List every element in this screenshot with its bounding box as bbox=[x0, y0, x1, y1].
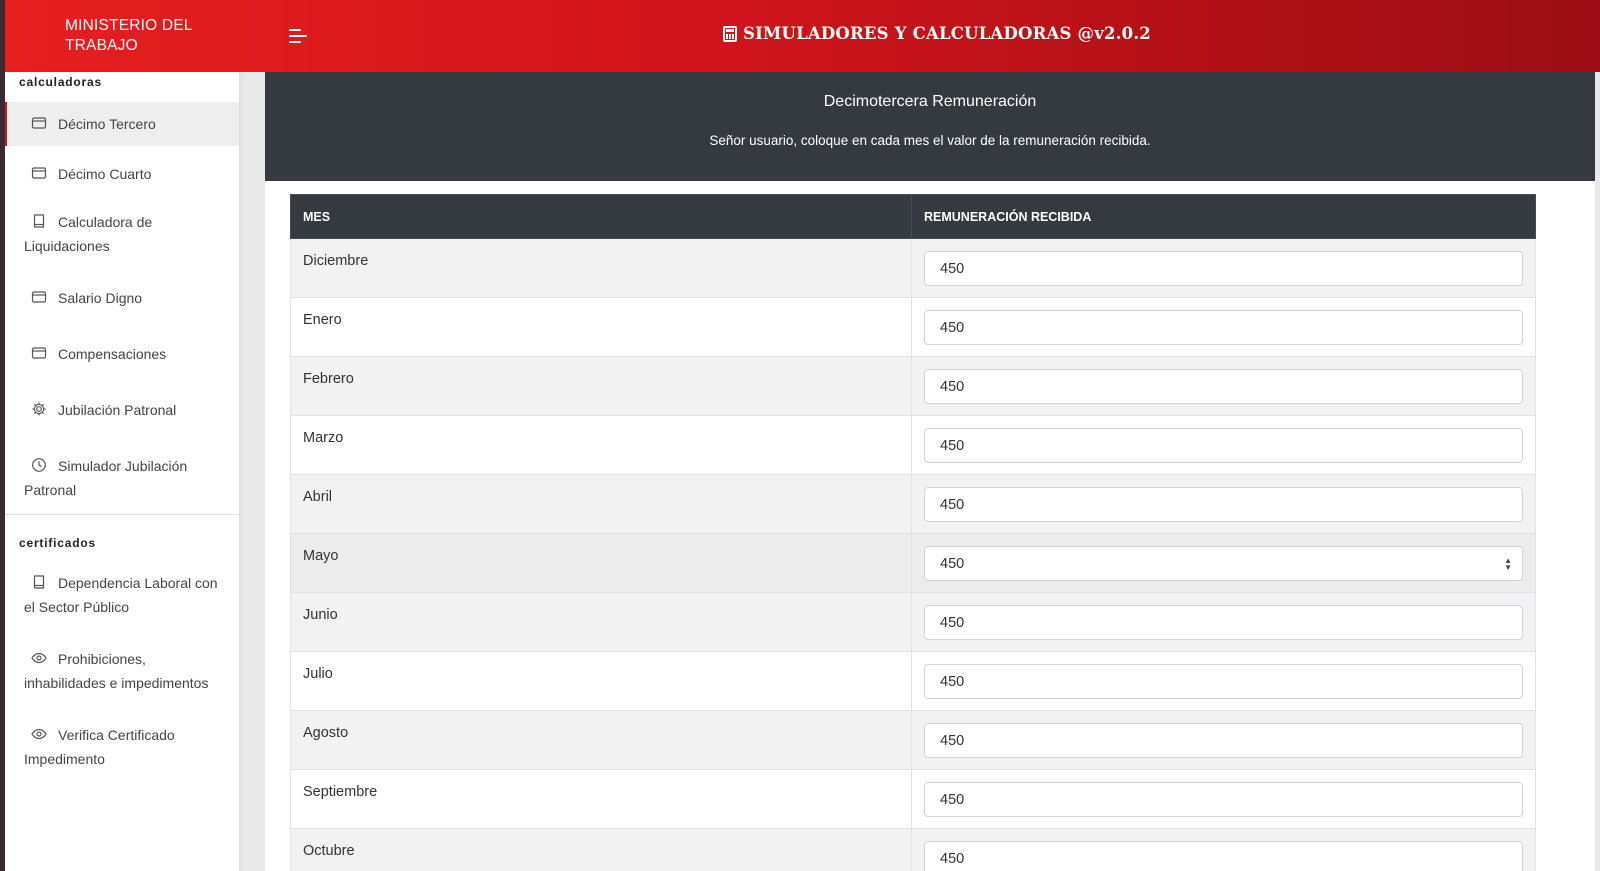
table-row bbox=[291, 593, 1536, 652]
month-cell: Febrero bbox=[291, 357, 912, 416]
input-value: 450 bbox=[940, 437, 965, 454]
table-row bbox=[291, 239, 1536, 298]
remuneration-input-mayo[interactable] bbox=[924, 546, 1523, 581]
value-cell bbox=[912, 770, 1536, 829]
table-row bbox=[291, 652, 1536, 711]
column-header-remuneracion: REMUNERACIÓN RECIBIDA bbox=[912, 195, 1536, 239]
table-row bbox=[291, 770, 1536, 829]
month-cell: Mayo bbox=[291, 534, 912, 593]
value-cell bbox=[912, 534, 1536, 593]
month-cell: Junio bbox=[291, 593, 912, 652]
sidebar-item-label: Dependencia Laboral con el Sector Público bbox=[24, 575, 218, 615]
input-value: 450 bbox=[940, 850, 965, 867]
sidebar-item-label: Verifica Certificado Impedimento bbox=[24, 727, 175, 767]
sidebar-item-simulador-jubilacion[interactable] bbox=[5, 430, 239, 514]
app-title-text: SIMULADORES Y CALCULADORAS @v2.0.2 bbox=[743, 24, 1151, 43]
value-cell bbox=[912, 475, 1536, 534]
remuneration-input-marzo[interactable] bbox=[924, 428, 1523, 463]
sidebar-item-label: Simulador Jubilación Patronal bbox=[24, 458, 188, 498]
table-row bbox=[291, 475, 1536, 534]
remuneration-input-septiembre[interactable] bbox=[924, 782, 1523, 817]
table-row bbox=[291, 711, 1536, 770]
value-cell bbox=[912, 652, 1536, 711]
month-cell: Marzo bbox=[291, 416, 912, 475]
sidebar-item-label: Décimo Tercero bbox=[58, 116, 156, 132]
remuneration-input-julio[interactable] bbox=[924, 664, 1523, 699]
sidebar-section-certificados: certificados bbox=[19, 536, 96, 550]
sidebar-item-dependencia-laboral[interactable] bbox=[5, 561, 239, 627]
brand-line-1: MINISTERIO DEL bbox=[65, 17, 193, 34]
input-value: 450 bbox=[940, 614, 965, 631]
sidebar-item-verifica-certificado[interactable] bbox=[5, 703, 239, 779]
remuneration-input-abril[interactable] bbox=[924, 487, 1523, 522]
remuneration-input-diciembre[interactable] bbox=[924, 251, 1523, 286]
clock-icon bbox=[31, 457, 47, 473]
brand-line-2: TRABAJO bbox=[65, 37, 138, 54]
sidebar-item-decimo-cuarto[interactable] bbox=[5, 146, 239, 194]
calculator-icon bbox=[723, 26, 737, 42]
table-row bbox=[291, 416, 1536, 475]
value-cell bbox=[912, 711, 1536, 770]
remuneration-table-container bbox=[290, 194, 1536, 871]
top-bar bbox=[5, 0, 1600, 72]
month-cell: Enero bbox=[291, 298, 912, 357]
sidebar-item-jubilacion-patronal[interactable] bbox=[5, 374, 239, 430]
card-header bbox=[265, 72, 1595, 181]
credit-card-icon bbox=[31, 345, 47, 361]
sidebar-item-label: Jubilación Patronal bbox=[58, 402, 177, 418]
table-row bbox=[291, 357, 1536, 416]
input-value: 450 bbox=[940, 319, 965, 336]
number-spinner-icon[interactable]: ▲ ▼ bbox=[1504, 555, 1512, 572]
value-cell bbox=[912, 593, 1536, 652]
remuneration-input-junio[interactable] bbox=[924, 605, 1523, 640]
column-header-mes: MES bbox=[291, 195, 912, 239]
menu-toggle-icon[interactable] bbox=[289, 26, 309, 46]
month-cell: Septiembre bbox=[291, 770, 912, 829]
sidebar-item-salario-digno[interactable] bbox=[5, 266, 239, 318]
month-cell: Julio bbox=[291, 652, 912, 711]
sidebar-item-compensaciones[interactable] bbox=[5, 318, 239, 374]
gear-icon bbox=[31, 401, 47, 417]
remuneration-input-febrero[interactable] bbox=[924, 369, 1523, 404]
value-cell bbox=[912, 357, 1536, 416]
sidebar-section-calculadoras: calculadoras bbox=[19, 75, 102, 89]
table-header-row bbox=[291, 195, 1536, 239]
brand-logo[interactable] bbox=[65, 16, 225, 56]
eye-icon bbox=[31, 726, 47, 742]
input-value: 450 bbox=[940, 732, 965, 749]
input-value: 450 bbox=[940, 260, 965, 277]
sidebar-item-decimo-tercero[interactable] bbox=[5, 102, 239, 146]
book-icon bbox=[31, 213, 47, 229]
sidebar-item-liquidaciones[interactable] bbox=[5, 194, 239, 266]
month-cell: Abril bbox=[291, 475, 912, 534]
table-row bbox=[291, 298, 1536, 357]
sidebar-item-label: Prohibiciones, inhabilidades e impedimentos bbox=[24, 651, 209, 691]
credit-card-icon bbox=[31, 115, 47, 131]
sidebar-item-label: Compensaciones bbox=[58, 346, 167, 362]
remuneration-input-octubre[interactable] bbox=[924, 841, 1523, 871]
remuneration-table bbox=[290, 194, 1536, 871]
window-edge bbox=[0, 0, 5, 871]
input-value: 450 bbox=[940, 673, 965, 690]
input-value: 450 bbox=[940, 791, 965, 808]
sidebar bbox=[5, 72, 240, 871]
table-row bbox=[291, 829, 1536, 871]
book-icon bbox=[31, 574, 47, 590]
input-value: 450 bbox=[940, 378, 965, 395]
credit-card-icon bbox=[31, 289, 47, 305]
remuneration-input-agosto[interactable] bbox=[924, 723, 1523, 758]
card-subtitle: Señor usuario, coloque en cada mes el valor de la remuneración recibida. bbox=[709, 133, 1151, 148]
value-cell bbox=[912, 829, 1536, 871]
sidebar-item-label: Décimo Cuarto bbox=[58, 166, 152, 182]
credit-card-icon bbox=[31, 165, 47, 181]
app-title bbox=[723, 24, 1151, 43]
main-content bbox=[265, 72, 1595, 871]
month-cell: Agosto bbox=[291, 711, 912, 770]
sidebar-item-label: Salario Digno bbox=[58, 290, 143, 306]
month-cell: Octubre bbox=[291, 829, 912, 871]
input-value: 450 bbox=[940, 496, 965, 513]
sidebar-item-prohibiciones[interactable] bbox=[5, 627, 239, 703]
remuneration-input-enero[interactable] bbox=[924, 310, 1523, 345]
month-cell: Diciembre bbox=[291, 239, 912, 298]
table-row bbox=[291, 534, 1536, 593]
eye-icon bbox=[31, 650, 47, 666]
value-cell bbox=[912, 298, 1536, 357]
value-cell bbox=[912, 239, 1536, 298]
value-cell bbox=[912, 416, 1536, 475]
sidebar-item-label: Calculadora de Liquidaciones bbox=[24, 214, 153, 254]
input-value: 450 bbox=[940, 555, 965, 572]
card-title: Decimotercera Remuneración bbox=[823, 93, 1037, 110]
